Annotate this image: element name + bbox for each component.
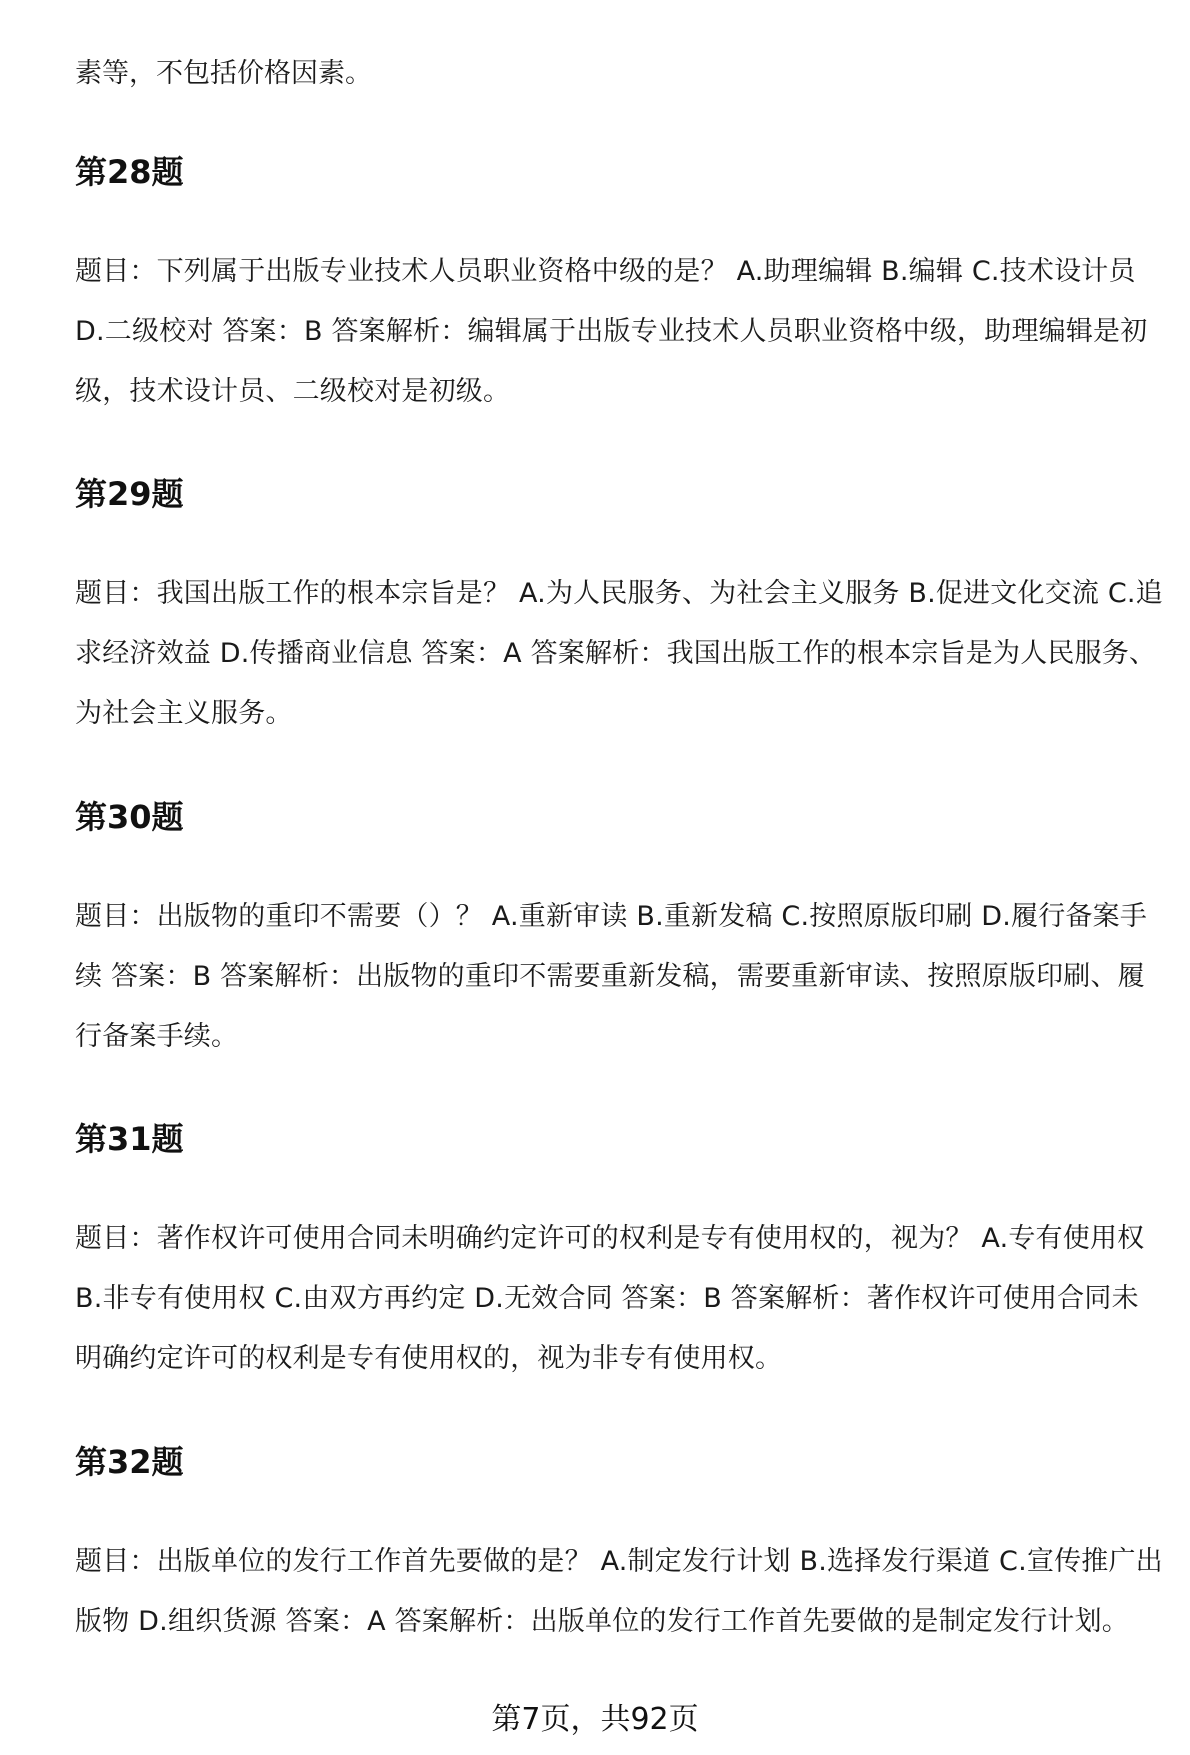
question-30 xyxy=(75,797,1165,1067)
question-body: 题目：出版物的重印不需要（）？ A.重新审读 B.重新发稿 C.按照原版印刷 D.履行备案手续 答案：B 答案解析：出版物的重印不需要重新发稿，需要重新审读、按照原版印刷、履行备案手续。 xyxy=(75,901,1148,1052)
question-title: 第29题 xyxy=(75,475,184,513)
question-title: 第28题 xyxy=(75,153,184,191)
question-body: 题目：著作权许可使用合同未明确约定许可的权利是专有使用权的，视为？ A.专有使用权 B.非专有使用权 C.由双方再约定 D.无效合同 答案：B 答案解析：著作权许可使用合同未明确约定许可的权利是专有使用权的，视为非专有使用权。 xyxy=(75,1223,1145,1374)
page-number: 第7页，共92页 xyxy=(491,1702,699,1737)
question-title: 第31题 xyxy=(75,1120,184,1158)
question-title: 第30题 xyxy=(75,798,184,836)
question-32 xyxy=(75,1442,1165,1652)
continued-text: 素等，不包括价格因素。 xyxy=(75,58,372,89)
question-body: 题目：下列属于出版专业技术人员职业资格中级的是？ A.助理编辑 B.编辑 C.技术设计员 D.二级校对 答案：B 答案解析：编辑属于出版专业技术人员职业资格中级，助理编辑是初级，技术设计员、二级校对是初级。 xyxy=(75,256,1148,407)
question-29 xyxy=(75,474,1165,744)
question-31 xyxy=(75,1119,1165,1389)
question-body: 题目：我国出版工作的根本宗旨是？ A.为人民服务、为社会主义服务 B.促进文化交流 C.追求经济效益 D.传播商业信息 答案：A 答案解析：我国出版工作的根本宗旨是为人民服务、为社会主义服务。 xyxy=(75,578,1163,729)
question-body: 题目：出版单位的发行工作首先要做的是？ A.制定发行计划 B.选择发行渠道 C.宣传推广出版物 D.组织货源 答案：A 答案解析：出版单位的发行工作首先要做的是制定发行计划。 xyxy=(75,1546,1163,1637)
question-28 xyxy=(75,152,1165,422)
question-title: 第32题 xyxy=(75,1443,184,1481)
